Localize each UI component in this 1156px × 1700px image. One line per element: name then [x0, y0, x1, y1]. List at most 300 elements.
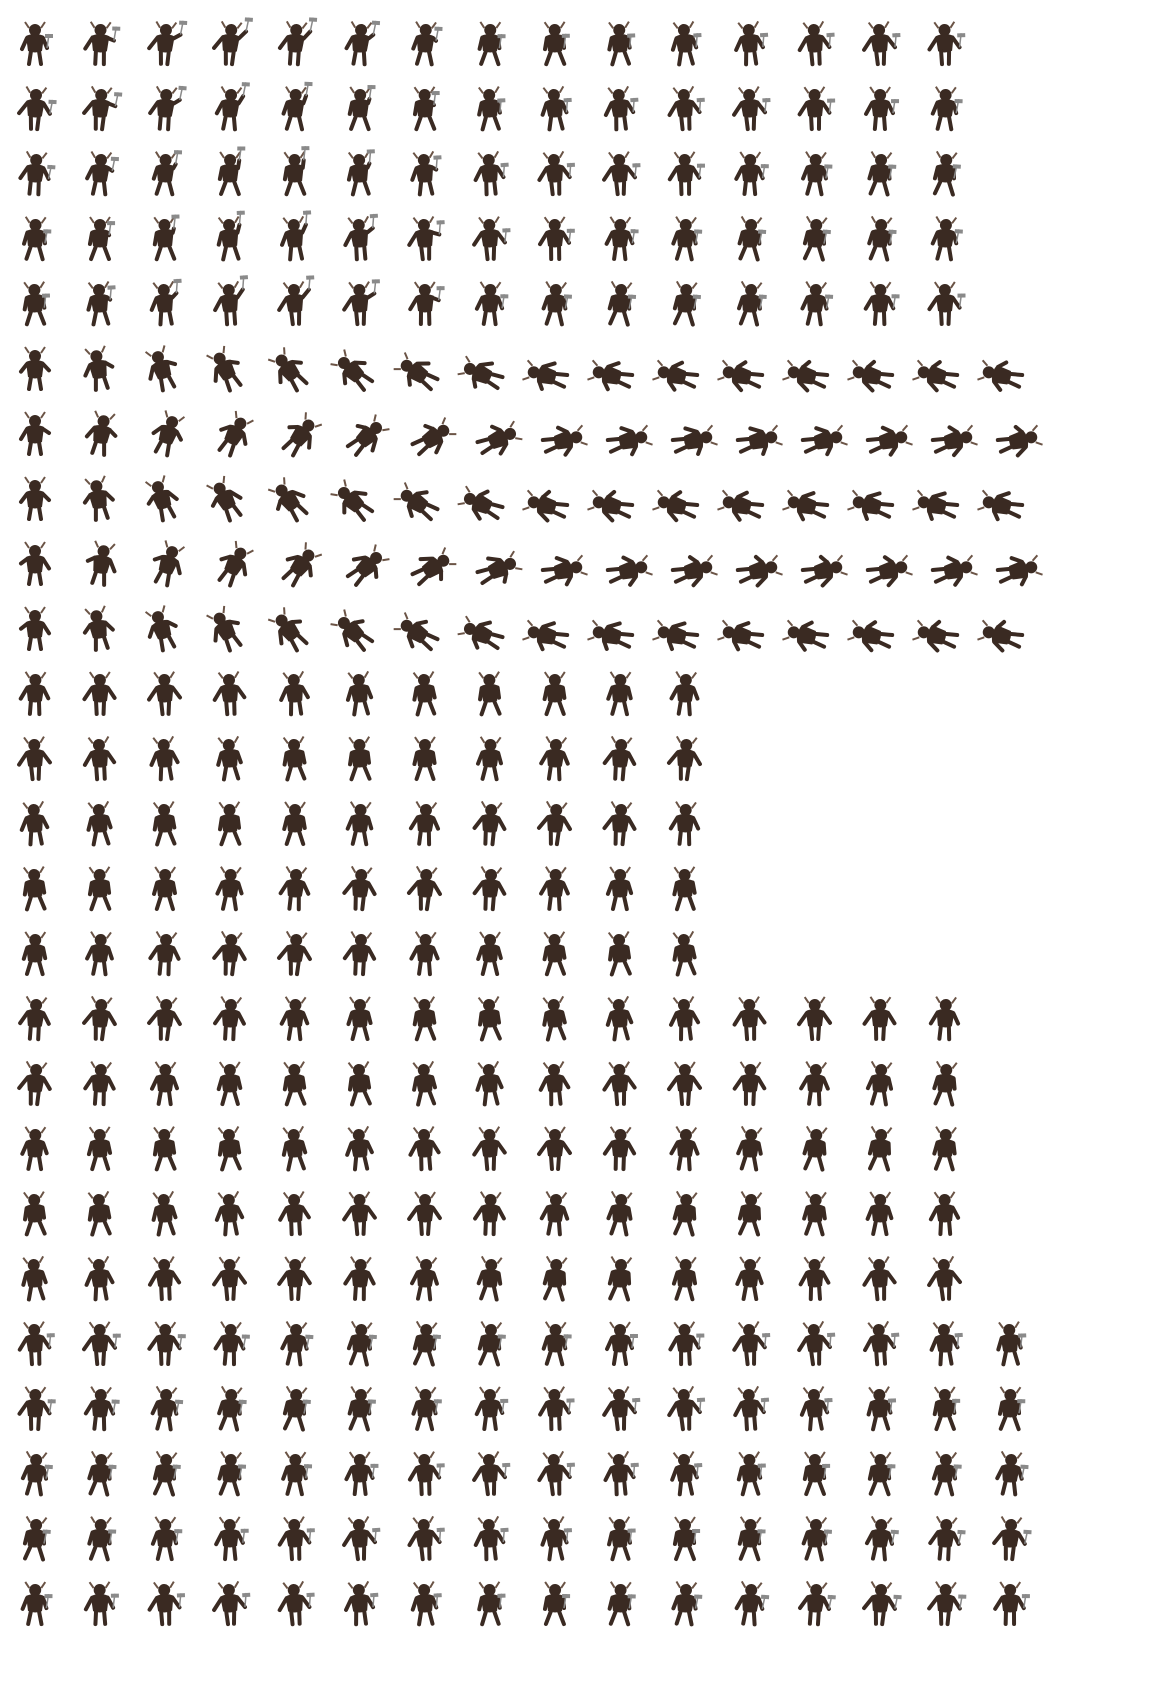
- minotaur-sprite-icon: [600, 18, 640, 68]
- sprite-frame: [860, 1253, 900, 1303]
- minotaur-sprite-icon: [210, 1123, 250, 1173]
- sprite-frame: [145, 863, 185, 913]
- sprite-frame: [730, 1058, 770, 1108]
- minotaur-sprite-icon: [925, 343, 965, 393]
- minotaur-sprite-icon: [340, 278, 380, 328]
- minotaur-sprite-icon: [210, 798, 250, 848]
- sprite-frame: [145, 538, 185, 588]
- sprite-frame: [210, 213, 250, 263]
- sprite-frame: [15, 1253, 55, 1303]
- minotaur-sprite-icon: [730, 1448, 770, 1498]
- sprite-frame: [925, 1318, 965, 1368]
- minotaur-sprite-icon: [405, 863, 445, 913]
- sprite-frame: [210, 1058, 250, 1108]
- sprite-frame: [275, 1253, 315, 1303]
- minotaur-sprite-icon: [665, 1383, 705, 1433]
- minotaur-sprite-icon: [925, 1383, 965, 1433]
- sprite-frame: [15, 1123, 55, 1173]
- minotaur-sprite-icon: [665, 148, 705, 198]
- minotaur-sprite-icon: [535, 863, 575, 913]
- minotaur-sprite-icon: [925, 1448, 965, 1498]
- minotaur-sprite-icon: [275, 1123, 315, 1173]
- minotaur-sprite-icon: [535, 83, 575, 133]
- sprite-frame: [275, 1448, 315, 1498]
- minotaur-sprite-icon: [405, 993, 445, 1043]
- minotaur-sprite-icon: [860, 213, 900, 263]
- sprite-frame: [80, 18, 120, 68]
- minotaur-sprite-icon: [275, 213, 315, 263]
- minotaur-sprite-icon: [535, 1383, 575, 1433]
- minotaur-sprite-icon: [665, 1188, 705, 1238]
- sprite-frame: [535, 603, 575, 653]
- minotaur-sprite-icon: [340, 1123, 380, 1173]
- minotaur-sprite-icon: [795, 1513, 835, 1563]
- sprite-frame: [340, 798, 380, 848]
- sprite-frame: [730, 473, 770, 523]
- minotaur-sprite-icon: [80, 1318, 120, 1368]
- sprite-frame: [600, 278, 640, 328]
- sprite-frame: [730, 1318, 770, 1368]
- minotaur-sprite-icon: [925, 1513, 965, 1563]
- sprite-frame: [275, 603, 315, 653]
- minotaur-sprite-icon: [15, 1578, 55, 1628]
- sprite-frame: [665, 148, 705, 198]
- sprite-frame: [535, 83, 575, 133]
- sprite-frame: [405, 18, 445, 68]
- sprite-frame: [860, 1383, 900, 1433]
- sprite-frame: [730, 83, 770, 133]
- sprite-frame: [80, 1578, 120, 1628]
- sprite-frame: [665, 83, 705, 133]
- minotaur-sprite-icon: [860, 1188, 900, 1238]
- sprite-frame: [405, 733, 445, 783]
- minotaur-sprite-icon: [80, 343, 120, 393]
- minotaur-sprite-icon: [470, 408, 510, 458]
- minotaur-sprite-icon: [405, 408, 445, 458]
- sprite-frame: [665, 733, 705, 783]
- minotaur-sprite-icon: [470, 1188, 510, 1238]
- sprite-frame: [15, 733, 55, 783]
- sprite-frame: [340, 213, 380, 263]
- sprite-frame: [795, 603, 835, 653]
- sprite-frame: [860, 408, 900, 458]
- minotaur-sprite-icon: [925, 993, 965, 1043]
- sprite-frame: [340, 733, 380, 783]
- minotaur-sprite-icon: [470, 278, 510, 328]
- sprite-frame: [535, 733, 575, 783]
- sprite-frame: [925, 1513, 965, 1563]
- sprite-frame: [80, 83, 120, 133]
- minotaur-sprite-icon: [15, 798, 55, 848]
- sprite-frame: [145, 1188, 185, 1238]
- sprite-frame: [925, 408, 965, 458]
- sprite-frame: [665, 798, 705, 848]
- minotaur-sprite-icon: [275, 1058, 315, 1108]
- minotaur-sprite-icon: [925, 473, 965, 523]
- minotaur-sprite-icon: [665, 863, 705, 913]
- minotaur-sprite-icon: [730, 1058, 770, 1108]
- minotaur-sprite-icon: [405, 1188, 445, 1238]
- sprite-frame: [15, 928, 55, 978]
- minotaur-sprite-icon: [925, 408, 965, 458]
- sprite-frame: [405, 343, 445, 393]
- minotaur-sprite-icon: [535, 1318, 575, 1368]
- sprite-frame: [860, 1123, 900, 1173]
- sprite-frame: [145, 1383, 185, 1433]
- minotaur-sprite-icon: [600, 993, 640, 1043]
- minotaur-sprite-icon: [15, 1318, 55, 1368]
- sprite-frame: [795, 993, 835, 1043]
- sprite-frame: [795, 538, 835, 588]
- minotaur-sprite-icon: [275, 1188, 315, 1238]
- sprite-frame: [730, 408, 770, 458]
- minotaur-sprite-icon: [80, 1448, 120, 1498]
- minotaur-sprite-icon: [600, 798, 640, 848]
- minotaur-sprite-icon: [210, 148, 250, 198]
- sprite-frame: [210, 538, 250, 588]
- minotaur-sprite-icon: [15, 278, 55, 328]
- minotaur-sprite-icon: [405, 473, 445, 523]
- minotaur-sprite-icon: [15, 18, 55, 68]
- sprite-frame: [210, 603, 250, 653]
- sprite-frame: [665, 343, 705, 393]
- minotaur-sprite-icon: [470, 1318, 510, 1368]
- sprite-frame: [340, 1448, 380, 1498]
- sprite-frame: [665, 668, 705, 718]
- minotaur-sprite-icon: [210, 603, 250, 653]
- sprite-frame: [470, 1513, 510, 1563]
- sprite-frame: [145, 733, 185, 783]
- minotaur-sprite-icon: [340, 538, 380, 588]
- minotaur-sprite-icon: [145, 278, 185, 328]
- sprite-frame: [405, 603, 445, 653]
- minotaur-sprite-icon: [340, 473, 380, 523]
- sprite-frame: [145, 1123, 185, 1173]
- sprite-frame: [470, 603, 510, 653]
- minotaur-sprite-icon: [15, 733, 55, 783]
- sprite-frame: [15, 863, 55, 913]
- sprite-frame: [925, 538, 965, 588]
- minotaur-sprite-icon: [600, 408, 640, 458]
- minotaur-sprite-icon: [990, 408, 1030, 458]
- sprite-frame: [925, 213, 965, 263]
- sprite-frame: [145, 213, 185, 263]
- minotaur-sprite-icon: [405, 148, 445, 198]
- minotaur-sprite-icon: [15, 538, 55, 588]
- sprite-frame: [15, 798, 55, 848]
- sprite-frame: [145, 83, 185, 133]
- minotaur-sprite-icon: [145, 408, 185, 458]
- sprite-frame: [535, 18, 575, 68]
- sprite-frame: [665, 1383, 705, 1433]
- sprite-frame: [340, 1513, 380, 1563]
- sprite-frame: [470, 213, 510, 263]
- minotaur-sprite-icon: [145, 1383, 185, 1433]
- minotaur-sprite-icon: [210, 213, 250, 263]
- minotaur-sprite-icon: [665, 668, 705, 718]
- sprite-frame: [470, 1188, 510, 1238]
- minotaur-sprite-icon: [535, 1188, 575, 1238]
- sprite-frame: [665, 1123, 705, 1173]
- sprite-frame: [925, 1253, 965, 1303]
- sprite-frame: [145, 1448, 185, 1498]
- minotaur-sprite-icon: [340, 148, 380, 198]
- minotaur-sprite-icon: [730, 1318, 770, 1368]
- minotaur-sprite-icon: [990, 1383, 1030, 1433]
- minotaur-sprite-icon: [470, 1578, 510, 1628]
- minotaur-sprite-icon: [340, 668, 380, 718]
- minotaur-sprite-icon: [145, 1058, 185, 1108]
- sprite-frame: [665, 863, 705, 913]
- minotaur-sprite-icon: [340, 1578, 380, 1628]
- minotaur-sprite-icon: [860, 993, 900, 1043]
- sprite-frame: [145, 343, 185, 393]
- minotaur-sprite-icon: [210, 668, 250, 718]
- sprite-frame: [860, 993, 900, 1043]
- minotaur-sprite-icon: [925, 1123, 965, 1173]
- minotaur-sprite-icon: [925, 148, 965, 198]
- minotaur-sprite-icon: [15, 1188, 55, 1238]
- minotaur-sprite-icon: [405, 1058, 445, 1108]
- minotaur-sprite-icon: [535, 408, 575, 458]
- sprite-frame: [80, 1188, 120, 1238]
- sprite-frame: [535, 668, 575, 718]
- sprite-frame: [925, 1383, 965, 1433]
- minotaur-sprite-icon: [80, 798, 120, 848]
- minotaur-sprite-icon: [600, 1578, 640, 1628]
- minotaur-sprite-icon: [730, 1188, 770, 1238]
- sprite-frame: [210, 18, 250, 68]
- sprite-frame: [80, 538, 120, 588]
- minotaur-sprite-icon: [990, 343, 1030, 393]
- minotaur-sprite-icon: [15, 343, 55, 393]
- sprite-frame: [600, 1513, 640, 1563]
- minotaur-sprite-icon: [340, 1318, 380, 1368]
- minotaur-sprite-icon: [340, 993, 380, 1043]
- minotaur-sprite-icon: [470, 1253, 510, 1303]
- sprite-frame: [925, 278, 965, 328]
- sprite-frame: [15, 408, 55, 458]
- minotaur-sprite-icon: [405, 1578, 445, 1628]
- sprite-frame: [275, 213, 315, 263]
- sprite-frame: [795, 343, 835, 393]
- minotaur-sprite-icon: [80, 408, 120, 458]
- sprite-frame: [990, 473, 1030, 523]
- minotaur-sprite-icon: [145, 1188, 185, 1238]
- sprite-frame: [600, 18, 640, 68]
- minotaur-sprite-icon: [340, 343, 380, 393]
- minotaur-sprite-icon: [535, 733, 575, 783]
- sprite-frame: [600, 1448, 640, 1498]
- sprite-frame: [145, 1513, 185, 1563]
- sprite-frame: [990, 1578, 1030, 1628]
- minotaur-sprite-icon: [600, 1383, 640, 1433]
- minotaur-sprite-icon: [340, 1188, 380, 1238]
- minotaur-sprite-icon: [210, 343, 250, 393]
- minotaur-sprite-icon: [470, 148, 510, 198]
- sprite-frame: [405, 1188, 445, 1238]
- sprite-frame: [665, 278, 705, 328]
- sprite-frame: [860, 1058, 900, 1108]
- minotaur-sprite-icon: [730, 343, 770, 393]
- minotaur-sprite-icon: [665, 798, 705, 848]
- minotaur-sprite-icon: [80, 538, 120, 588]
- minotaur-sprite-icon: [275, 343, 315, 393]
- sprite-frame: [730, 213, 770, 263]
- minotaur-sprite-icon: [275, 1318, 315, 1368]
- sprite-frame: [600, 1383, 640, 1433]
- sprite-frame: [535, 1383, 575, 1433]
- minotaur-sprite-icon: [15, 1058, 55, 1108]
- minotaur-sprite-icon: [145, 863, 185, 913]
- sprite-frame: [275, 1188, 315, 1238]
- minotaur-sprite-icon: [80, 863, 120, 913]
- sprite-frame: [80, 928, 120, 978]
- sprite-frame: [600, 1253, 640, 1303]
- sprite-frame: [860, 213, 900, 263]
- minotaur-sprite-icon: [600, 1253, 640, 1303]
- minotaur-sprite-icon: [275, 1448, 315, 1498]
- sprite-frame: [860, 473, 900, 523]
- minotaur-sprite-icon: [145, 798, 185, 848]
- minotaur-sprite-icon: [15, 213, 55, 263]
- minotaur-sprite-icon: [730, 1578, 770, 1628]
- sprite-frame: [730, 1513, 770, 1563]
- sprite-frame: [600, 668, 640, 718]
- sprite-frame: [860, 343, 900, 393]
- minotaur-sprite-icon: [340, 1383, 380, 1433]
- sprite-frame: [600, 1058, 640, 1108]
- minotaur-sprite-icon: [795, 278, 835, 328]
- minotaur-sprite-icon: [730, 148, 770, 198]
- sprite-frame: [15, 538, 55, 588]
- minotaur-sprite-icon: [405, 343, 445, 393]
- minotaur-sprite-icon: [795, 343, 835, 393]
- sprite-frame: [535, 278, 575, 328]
- sprite-frame: [15, 1188, 55, 1238]
- minotaur-sprite-icon: [665, 1448, 705, 1498]
- minotaur-sprite-icon: [730, 83, 770, 133]
- minotaur-sprite-icon: [730, 18, 770, 68]
- sprite-frame: [405, 538, 445, 588]
- sprite-frame: [795, 1188, 835, 1238]
- sprite-frame: [210, 473, 250, 523]
- minotaur-sprite-icon: [860, 1578, 900, 1628]
- minotaur-sprite-icon: [80, 668, 120, 718]
- sprite-frame: [210, 1383, 250, 1433]
- minotaur-sprite-icon: [145, 473, 185, 523]
- sprite-frame: [340, 278, 380, 328]
- sprite-frame: [210, 1318, 250, 1368]
- sprite-frame: [470, 928, 510, 978]
- minotaur-sprite-icon: [405, 1318, 445, 1368]
- sprite-frame: [210, 993, 250, 1043]
- sprite-frame: [340, 343, 380, 393]
- minotaur-sprite-icon: [535, 1578, 575, 1628]
- sprite-frame: [340, 603, 380, 653]
- minotaur-sprite-icon: [275, 1578, 315, 1628]
- minotaur-sprite-icon: [730, 1253, 770, 1303]
- minotaur-sprite-icon: [340, 1513, 380, 1563]
- minotaur-sprite-icon: [535, 343, 575, 393]
- minotaur-sprite-icon: [990, 1448, 1030, 1498]
- sprite-frame: [665, 1513, 705, 1563]
- minotaur-sprite-icon: [470, 538, 510, 588]
- minotaur-sprite-icon: [990, 473, 1030, 523]
- sprite-frame: [210, 1578, 250, 1628]
- minotaur-sprite-icon: [405, 1383, 445, 1433]
- minotaur-sprite-icon: [925, 278, 965, 328]
- minotaur-sprite-icon: [925, 1253, 965, 1303]
- sprite-frame: [665, 213, 705, 263]
- minotaur-sprite-icon: [80, 1058, 120, 1108]
- sprite-frame: [600, 213, 640, 263]
- sprite-frame: [860, 1578, 900, 1628]
- minotaur-sprite-icon: [145, 1253, 185, 1303]
- sprite-frame: [990, 343, 1030, 393]
- sprite-frame: [730, 1383, 770, 1433]
- sprite-frame: [145, 408, 185, 458]
- minotaur-sprite-icon: [145, 733, 185, 783]
- minotaur-sprite-icon: [535, 1513, 575, 1563]
- sprite-frame: [535, 798, 575, 848]
- sprite-frame: [730, 538, 770, 588]
- sprite-frame: [925, 1578, 965, 1628]
- sprite-frame: [210, 1253, 250, 1303]
- minotaur-sprite-icon: [275, 863, 315, 913]
- minotaur-sprite-icon: [340, 1448, 380, 1498]
- minotaur-sprite-icon: [15, 863, 55, 913]
- minotaur-sprite-icon: [665, 993, 705, 1043]
- sprite-frame: [860, 1448, 900, 1498]
- sprite-frame: [925, 18, 965, 68]
- minotaur-sprite-icon: [405, 798, 445, 848]
- sprite-frame: [275, 1123, 315, 1173]
- minotaur-sprite-icon: [470, 18, 510, 68]
- sprite-frame: [275, 1578, 315, 1628]
- minotaur-sprite-icon: [600, 213, 640, 263]
- sprite-frame: [145, 1318, 185, 1368]
- sprite-frame: [470, 83, 510, 133]
- minotaur-sprite-icon: [600, 538, 640, 588]
- sprite-frame: [470, 1123, 510, 1173]
- minotaur-sprite-icon: [210, 1188, 250, 1238]
- sprite-frame: [665, 928, 705, 978]
- minotaur-sprite-icon: [470, 343, 510, 393]
- minotaur-sprite-icon: [665, 1318, 705, 1368]
- minotaur-sprite-icon: [535, 1123, 575, 1173]
- minotaur-sprite-icon: [80, 213, 120, 263]
- minotaur-sprite-icon: [15, 1253, 55, 1303]
- minotaur-sprite-icon: [795, 1253, 835, 1303]
- sprite-frame: [340, 1578, 380, 1628]
- minotaur-sprite-icon: [860, 538, 900, 588]
- sprite-frame: [925, 83, 965, 133]
- minotaur-sprite-icon: [15, 83, 55, 133]
- sprite-frame: [600, 863, 640, 913]
- sprite-frame: [80, 798, 120, 848]
- minotaur-sprite-icon: [795, 538, 835, 588]
- sprite-frame: [990, 1448, 1030, 1498]
- minotaur-sprite-icon: [665, 1058, 705, 1108]
- sprite-frame: [470, 1448, 510, 1498]
- minotaur-sprite-icon: [665, 473, 705, 523]
- minotaur-sprite-icon: [665, 603, 705, 653]
- sprite-frame: [665, 538, 705, 588]
- minotaur-sprite-icon: [535, 1253, 575, 1303]
- sprite-frame: [275, 798, 315, 848]
- sprite-frame: [665, 408, 705, 458]
